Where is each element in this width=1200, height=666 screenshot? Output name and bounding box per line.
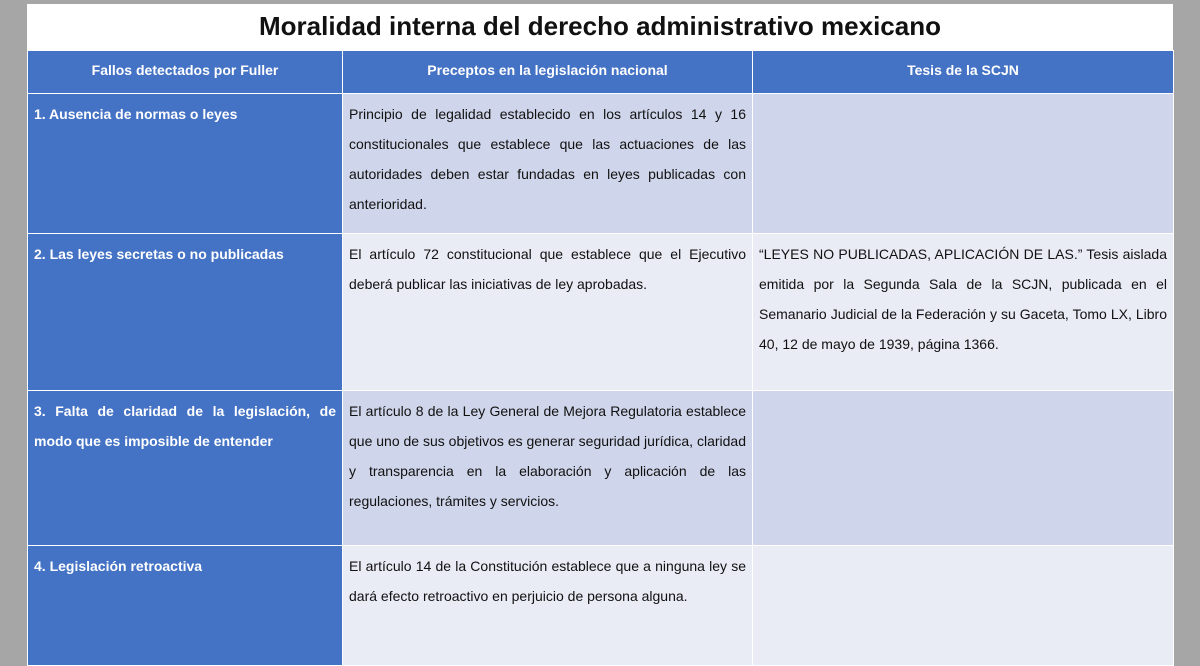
comparison-table bbox=[27, 50, 1174, 666]
table-header-row bbox=[28, 51, 1174, 94]
fallo-cell: 4. Legislación retroactiva bbox=[28, 546, 343, 666]
column-header-tesis: Tesis de la SCJN bbox=[753, 51, 1174, 94]
table-row bbox=[28, 391, 1174, 546]
precepto-cell: Principio de legalidad establecido en los artículos 14 y 16 constitucionales que establece que las actuaciones de las autoridades deben estar fundadas en leyes publicadas con anterioridad. bbox=[343, 94, 753, 234]
fallo-cell: 3. Falta de claridad de la legislación, de modo que es imposible de entender bbox=[28, 391, 343, 546]
column-header-fallos: Fallos detectados por Fuller bbox=[28, 51, 343, 94]
fallo-cell: 1. Ausencia de normas o leyes bbox=[28, 94, 343, 234]
table-row bbox=[28, 234, 1174, 391]
precepto-cell: El artículo 14 de la Constitución establece que a ninguna ley se dará efecto retroactivo en perjuicio de persona alguna. bbox=[343, 546, 753, 666]
fallo-cell: 2. Las leyes secretas o no publicadas bbox=[28, 234, 343, 391]
table-row bbox=[28, 94, 1174, 234]
tesis-cell: “LEYES NO PUBLICADAS, APLICACIÓN DE LAS.” Tesis aislada emitida por la Segunda Sala de la SCJN, publicada en el Semanario Judicial de la Federación y su Gaceta, Tomo LX, Libro 40, 12 de mayo de 1939, página 1366. bbox=[753, 234, 1174, 391]
tesis-cell bbox=[753, 391, 1174, 546]
precepto-cell: El artículo 72 constitucional que establece que el Ejecutivo deberá publicar las iniciativas de ley aprobadas. bbox=[343, 234, 753, 391]
document-title: Moralidad interna del derecho administrativo mexicano bbox=[259, 10, 941, 41]
precepto-cell: El artículo 8 de la Ley General de Mejora Regulatoria establece que uno de sus objetivos es generar seguridad jurídica, claridad y transparencia en la elaboración y aplicación de las regulaciones, trámites y servicios. bbox=[343, 391, 753, 546]
document-sheet bbox=[27, 4, 1173, 664]
column-header-preceptos: Preceptos en la legislación nacional bbox=[343, 51, 753, 94]
tesis-cell bbox=[753, 94, 1174, 234]
